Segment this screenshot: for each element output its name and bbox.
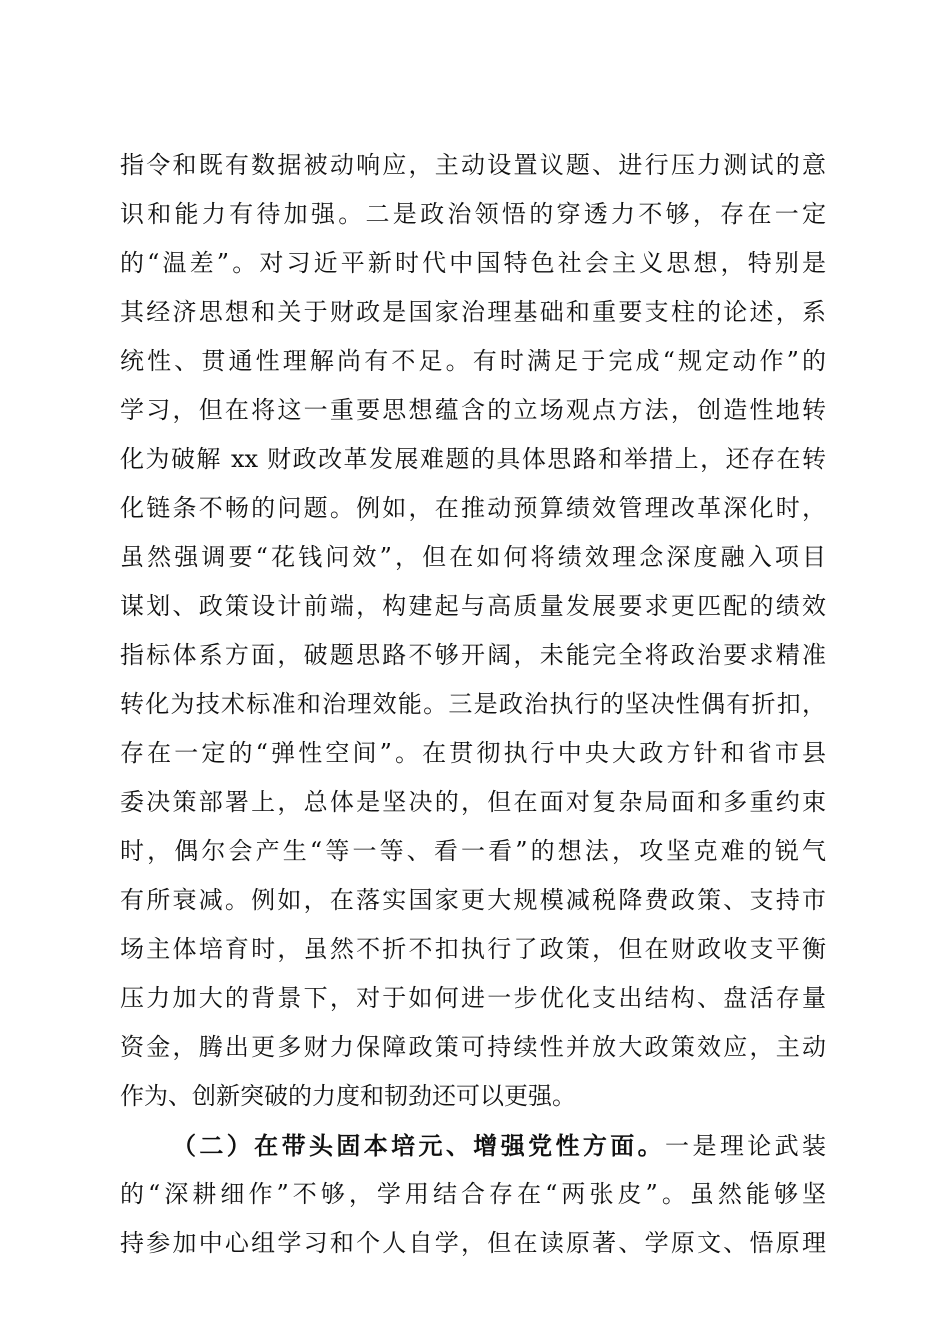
document-body bbox=[120, 141, 826, 1268]
text-line bbox=[120, 1121, 826, 1170]
text-line: 的“温差”。对习近平新时代中国特色社会主义思想，特别是 bbox=[120, 249, 826, 277]
text-line: 压力加大的背景下，对于如何进一步优化支出结构、盘活存量 bbox=[120, 984, 826, 1012]
text-line: 转化为技术标准和治理效能。三是政治执行的坚决性偶有折扣， bbox=[120, 690, 826, 718]
text-line: 存在一定的“弹性空间”。在贯彻执行中央大政方针和省市县 bbox=[120, 739, 826, 767]
text-line: 化链条不畅的问题。例如，在推动预算绩效管理改革深化时， bbox=[120, 494, 826, 522]
text-run: 一是理论武装 bbox=[665, 1132, 827, 1160]
text-line: 有所衰减。例如，在落实国家更大规模减税降费政策、支持市 bbox=[120, 886, 826, 914]
text-line: 其经济思想和关于财政是国家治理基础和重要支柱的论述，系 bbox=[120, 298, 826, 326]
text-line: 场主体培育时，虽然不折不扣执行了政策，但在财政收支平衡 bbox=[120, 935, 826, 963]
section-heading: （二）在带头固本培元、增强党性方面。 bbox=[172, 1131, 666, 1160]
text-line: 谋划、政策设计前端，构建起与高质量发展要求更匹配的绩效 bbox=[120, 592, 826, 620]
text-line: 识和能力有待加强。二是政治领悟的穿透力不够，存在一定 bbox=[120, 200, 826, 228]
text-line: 的“深耕细作”不够，学用结合存在“两张皮”。虽然能够坚 bbox=[120, 1180, 826, 1208]
text-line: 持参加中心组学习和个人自学，但在读原著、学原文、悟原理 bbox=[120, 1229, 826, 1257]
text-line: 作为、创新突破的力度和韧劲还可以更强。 bbox=[120, 1082, 576, 1110]
text-line: 统性、贯通性理解尚有不足。有时满足于完成“规定动作”的 bbox=[120, 347, 826, 375]
paragraph-party-spirit bbox=[120, 1121, 826, 1268]
text-line: 指令和既有数据被动响应，主动设置议题、进行压力测试的意 bbox=[120, 151, 826, 179]
text-line: 资金，腾出更多财力保障政策可持续性并放大政策效应，主动 bbox=[120, 1033, 826, 1061]
text-line: 委决策部署上，总体是坚决的，但在面对复杂局面和多重约束 bbox=[120, 788, 826, 816]
text-line: 学习，但在将这一重要思想蕴含的立场观点方法，创造性地转 bbox=[120, 396, 826, 424]
text-line: 化为破解 xx 财政改革发展难题的具体思路和举措上，还存在转 bbox=[120, 445, 826, 473]
paragraph-political-awareness bbox=[120, 141, 826, 1121]
text-line: 指标体系方面，破题思路不够开阔，未能完全将政治要求精准 bbox=[120, 641, 826, 669]
text-line: 虽然强调要“花钱问效”，但在如何将绩效理念深度融入项目 bbox=[120, 543, 826, 571]
text-line: 时，偶尔会产生“等一等、看一看”的想法，攻坚克难的锐气 bbox=[120, 837, 826, 865]
